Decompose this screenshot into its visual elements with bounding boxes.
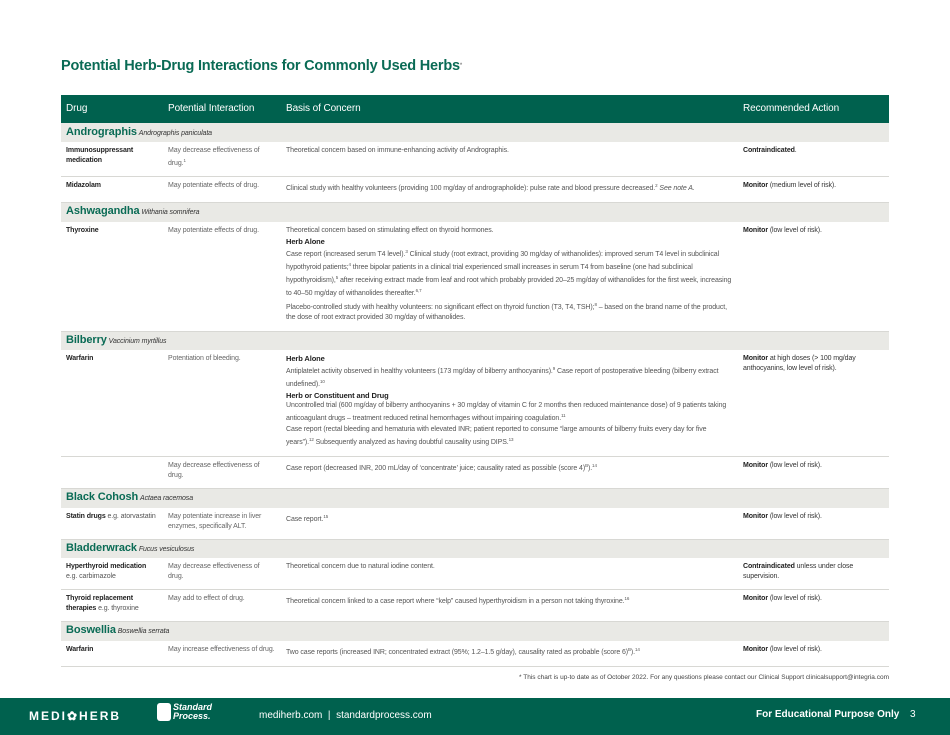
standard-process-icon: [157, 703, 171, 721]
action-level: Monitor: [743, 512, 768, 520]
reference-number: 15: [323, 513, 329, 519]
reference-number: 5: [335, 274, 339, 280]
drug-cell: [61, 350, 163, 457]
herb-section-row: [61, 203, 889, 222]
action-detail: unless under close supervision.: [743, 563, 854, 580]
herb-latin-name: Fucus vesiculosus: [138, 545, 195, 553]
basis-paragraph: [286, 425, 733, 448]
basis-cell: [281, 350, 738, 457]
text-segment: Antiplatelet activity observed in healthy volunteers (173 mg/day of bilberry anthocyanins).: [286, 368, 553, 375]
table-row: [61, 222, 889, 332]
herb-name: Bilberry: [66, 333, 107, 346]
logo-line2: Process.: [173, 711, 211, 721]
header-drug: Drug: [61, 95, 163, 123]
reference-number: 10: [319, 379, 325, 384]
herb-section-row: [61, 539, 889, 558]
header-action: Recommended Action: [738, 95, 889, 123]
drug-example: e.g. carbimazole: [66, 573, 116, 580]
reference-number: 14: [592, 463, 597, 468]
herb-name: Andrographis: [66, 125, 137, 138]
drug-example: e.g. atorvastatin: [107, 512, 156, 520]
title-footnote-mark: *: [459, 63, 463, 69]
text-segment: Two case reports (increased INR; concentrated extract (95%; 1.2–1.5 g/day), causality rated as probable (score 6): [286, 648, 628, 656]
action-cell: [738, 508, 889, 540]
reference-number: 9: [552, 366, 556, 371]
herb-name: Black Cohosh: [66, 491, 139, 504]
drug-cell: [61, 590, 163, 622]
action-cell: [738, 641, 889, 667]
table-row: [61, 558, 889, 590]
basis-paragraph: [286, 146, 733, 156]
herb-section-header: [61, 539, 889, 558]
herb-section-row: [61, 622, 889, 641]
text-segment: ).: [587, 465, 593, 472]
interaction-cell: [163, 142, 281, 177]
text-segment: Case report (decreased INR, 200 mL/day of ‘concentrate’ juice; causality rated as possible (score 4): [286, 465, 586, 472]
mediherb-logo: MEDI✿HERB: [29, 709, 122, 723]
text-segment: Potentiation of bleeding.: [168, 355, 241, 362]
table-header: [61, 95, 889, 123]
interaction-cell: [163, 457, 281, 489]
table-row: [61, 350, 889, 457]
basis-paragraph: [286, 300, 733, 323]
basis-cell: [281, 508, 738, 540]
herb-section-header: [61, 489, 889, 508]
herb-name: Boswellia: [66, 624, 116, 637]
herb-name: Bladderwrack: [66, 541, 137, 554]
reference-number: 16: [624, 596, 630, 601]
reference-number: 3: [405, 248, 408, 254]
action-detail: (medium level of risk).: [767, 182, 836, 189]
drug-cell: [61, 641, 163, 667]
herb-section-header: [61, 622, 889, 641]
reference-number: B: [628, 646, 631, 652]
reference-number: 6,7: [415, 287, 422, 293]
drug-cell: [61, 142, 163, 177]
action-detail: (low level of risk).: [767, 512, 822, 520]
basis-paragraph: [286, 364, 733, 390]
drug-cell: [61, 558, 163, 590]
text-segment: Case report.: [286, 515, 324, 523]
text-segment: three bipolar patients in a clinical trial experienced small increases in serum T4 from baseline (one had subclinical hypothyroidism),: [286, 263, 693, 284]
interaction-cell: [163, 508, 281, 540]
table-row: [61, 142, 889, 177]
text-segment: Case report of postoperative bleeding (bilberry extract undefined).: [286, 368, 719, 388]
interaction-cell: [163, 558, 281, 590]
table-row: [61, 590, 889, 622]
text-segment: Clinical study (root extract, providing 30 mg/day of withanolides): improved serum T4 level in subclinical hypothyroid patients;: [286, 250, 720, 271]
drug-name: Midazolam: [66, 182, 101, 189]
action-detail: (low level of risk).: [767, 595, 822, 602]
action-cell: [738, 222, 889, 332]
interaction-cell: [163, 590, 281, 622]
herb-section-header: [61, 203, 889, 222]
drug-cell: [61, 457, 163, 489]
text-segment: Uncontrolled trial (600 mg/day of bilberry anthocyanins + 30 mg/day of vitamin C for 2 months then reduced maintenance dose) of 9 patients taking anticoagulant drugs – treatment reduced retinal hemorrhages without impairing coagulation.: [286, 402, 727, 422]
reference-number: 14: [634, 646, 640, 652]
text-segment: Clinical study with healthy volunteers (providing 100 mg/day of andrographolide): pulse rate and blood pressure decreased.: [286, 185, 656, 192]
page-title: [61, 58, 462, 74]
action-level: Monitor: [743, 226, 768, 234]
drug-cell: [61, 222, 163, 332]
interaction-cell: [163, 350, 281, 457]
text-segment: May decrease effectiveness of drug.: [168, 563, 260, 580]
reference-number: 1: [183, 158, 186, 163]
page-number: 3: [910, 709, 916, 720]
header-basis: Basis of Concern: [281, 95, 738, 123]
drug-name: Warfarin: [66, 645, 94, 653]
footer: [0, 698, 950, 735]
interaction-cell: [163, 641, 281, 667]
text-segment: after receiving extract made from leaf and root which probably provided 20–25 mg/day of withanolides for the first week, increasing to 40–50 mg/day of withanolides thereafter.: [286, 276, 732, 297]
footer-links[interactable]: mediherb.com | standardprocess.com: [259, 710, 432, 721]
action-detail: at high doses (> 100 mg/day anthocyanins, low level of risk).: [743, 355, 856, 372]
basis-paragraph: [286, 401, 733, 424]
action-level: Monitor: [743, 355, 768, 362]
basis-cell: [281, 177, 738, 203]
basis-paragraph: [286, 181, 733, 194]
text-segment: Case report (increased serum T4 level).: [286, 250, 406, 258]
action-cell: [738, 558, 889, 590]
text-segment: May decrease effectiveness of drug.: [168, 147, 260, 167]
drug-example: e.g. thyroxine: [98, 605, 139, 612]
herb-section-row: [61, 123, 889, 142]
drug-cell: [61, 177, 163, 203]
basis-subheading: Herb Alone: [286, 236, 325, 246]
drug-name: Statin drugs: [66, 512, 106, 520]
action-cell: [738, 457, 889, 489]
herb-section-header: [61, 123, 889, 142]
text-segment: ).: [630, 648, 635, 656]
herb-section-header: [61, 331, 889, 350]
basis-paragraph: [286, 247, 733, 299]
action-detail: (low level of risk).: [767, 462, 822, 469]
title-text: Potential Herb-Drug Interactions for Commonly Used Herbs: [61, 58, 460, 74]
text-segment: May decrease effectiveness of drug.: [168, 462, 260, 479]
basis-cell: [281, 558, 738, 590]
note-reference: See note A.: [659, 185, 695, 192]
text-segment: Theoretical concern based on stimulating effect on thyroid hormones.: [286, 226, 494, 234]
table-row: [61, 457, 889, 489]
text-segment: May potentiate increase in liver enzymes, specifically ALT.: [168, 512, 262, 530]
basis-subheading: Herb Alone: [286, 354, 325, 363]
interaction-cell: [163, 222, 281, 332]
action-level: Monitor: [743, 595, 768, 602]
herb-latin-name: Vaccinium myrtillus: [108, 337, 167, 345]
text-segment: Theoretical concern based on immune-enhancing activity of Andrographis.: [286, 147, 509, 154]
text-segment: May potentiate effects of drug.: [168, 182, 259, 189]
reference-number: 4: [348, 261, 351, 267]
reference-number: B: [585, 463, 588, 468]
herb-latin-name: Andrographis paniculata: [138, 129, 212, 137]
logo-line1: Standard: [173, 702, 213, 712]
reference-number: 11: [561, 413, 566, 418]
basis-paragraph: [286, 645, 733, 658]
action-cell: [738, 350, 889, 457]
table-row: [61, 641, 889, 667]
action-detail: (low level of risk).: [767, 226, 822, 234]
text-segment: – based on the brand name of the product, the dose of root extract provided 30 mg/day of withanolides.: [286, 303, 727, 321]
header-interaction: Potential Interaction: [163, 95, 281, 123]
educational-label: For Educational Purpose Only: [756, 709, 900, 720]
drug-name: Thyroxine: [66, 226, 99, 234]
drug-cell: [61, 508, 163, 540]
action-detail: (low level of risk).: [767, 645, 822, 653]
text-segment: Theoretical concern linked to a case report where “kelp” caused hyperthyroidism in a person not taking thyroxine.: [286, 598, 625, 605]
action-detail: .: [794, 147, 797, 154]
basis-cell: [281, 457, 738, 489]
interaction-cell: [163, 177, 281, 203]
text-segment: Case report (rectal bleeding and hematuria with elevated INR; patient reported to consume “large amounts of bilberry fruits every day for five years”).: [286, 426, 707, 446]
basis-paragraph: [286, 461, 733, 474]
text-segment: May potentiate effects of drug.: [168, 226, 259, 234]
text-segment: May add to effect of drug.: [168, 595, 245, 602]
interactions-table: [61, 95, 889, 667]
herb-name: Ashwagandha: [66, 205, 140, 218]
basis-subheading: Herb or Constituent and Drug: [286, 391, 389, 400]
action-level: Contraindicated: [743, 147, 795, 154]
table-row: [61, 508, 889, 540]
action-cell: [738, 590, 889, 622]
action-level: Contraindicated: [743, 563, 795, 570]
basis-paragraph: [286, 594, 733, 607]
text-segment: Placebo-controlled study with healthy volunteers: no significant effect on thyroid function (T3, T4, TSH);: [286, 303, 595, 311]
basis-paragraph: [286, 226, 733, 236]
herb-latin-name: Actaea racemosa: [140, 495, 193, 503]
action-level: Monitor: [743, 462, 768, 469]
reference-number: 2: [655, 183, 658, 188]
drug-name: Warfarin: [66, 355, 94, 362]
text-segment: Theoretical concern due to natural iodine content.: [286, 563, 435, 570]
action-level: Monitor: [743, 645, 768, 653]
basis-cell: [281, 641, 738, 667]
reference-number: 12: [308, 437, 314, 442]
action-cell: [738, 142, 889, 177]
action-cell: [738, 177, 889, 203]
reference-number: 13: [508, 437, 514, 442]
drug-name: Hyperthyroid medication: [66, 563, 147, 570]
footnote: * This chart is up-to date as of October 2022. For any questions please contact our Clinical Support clinicalsupport@integria.com: [519, 674, 889, 681]
reference-number: 8: [594, 301, 597, 307]
action-level: Monitor: [743, 182, 768, 189]
text-segment: May increase effectiveness of drug.: [168, 645, 275, 653]
table-row: [61, 177, 889, 203]
drug-name: Thyroid replacement therapies: [66, 595, 133, 612]
herb-section-row: [61, 331, 889, 350]
basis-cell: [281, 142, 738, 177]
basis-paragraph: [286, 562, 733, 572]
herb-latin-name: Boswellia serrata: [117, 628, 170, 636]
text-segment: Subsequently analyzed as having doubtful causality using DIPS.: [313, 439, 509, 446]
herb-latin-name: Withania somnifera: [141, 209, 200, 217]
standard-process-logo: [157, 703, 212, 721]
basis-cell: [281, 590, 738, 622]
basis-cell: [281, 222, 738, 332]
drug-name: Immunosuppressant medication: [66, 147, 134, 164]
herb-section-row: [61, 489, 889, 508]
basis-paragraph: [286, 512, 733, 525]
